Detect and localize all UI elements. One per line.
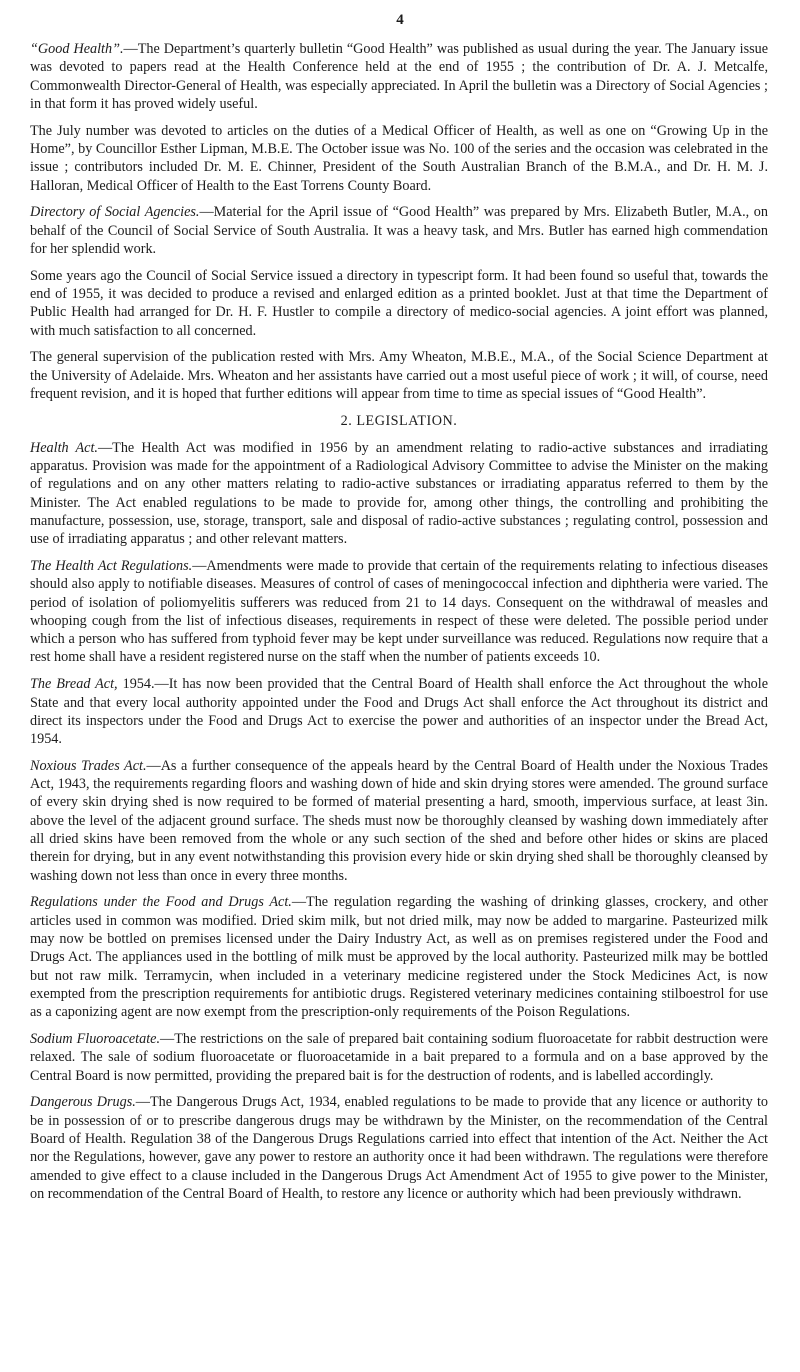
paragraph-text: 1954.—It has now been provided that the Central Board of Health shall enforce the Act throughout the whole State and that every local authority appointed under the Food and Drugs Act shall enforce the Act throughout its district and direct its inspectors under the Food and Drugs Act to exercise the power and authorities of an inspector under the Bread Act, 1954.: [30, 676, 769, 748]
paragraph-text: —The Department’s quarterly bulletin “Good Health” was published as usual during the year. The January issue was devoted to papers read at the Health Conference held at the end of 1955 ; the contribution of Dr. A. J. Metcalfe, Commonwealth Director-General of Health, was especially appreciated. In April the bulletin was a Directory of Social Agencies ; in that form it has proved widely useful.: [30, 41, 769, 112]
paragraph-supervision: [30, 348, 768, 403]
paragraph-text: —As a further consequence of the appeals heard by the Central Board of Health under the Noxious Trades Act, 1943, the requirements regarding floors and washing down of hide and skin drying stores were amended. The ground surface of every skin drying shed is now required to be formed of material presenting a hard, smooth, impervious surface, at least 3in. above the level of the adjacent ground surface. The sheds must now be thoroughly cleansed by washing down immediately after all dried skins have been removed from the whole or any such section of the shed and before other hides or skins are placed therein for drying, but in any event notwithstanding this provision every hide or skin drying shed shall be thoroughly cleansed by washing down not less than once in every three months.: [30, 757, 768, 884]
paragraph-noxious-trades: [30, 757, 768, 885]
paragraph-text: The July number was devoted to articles on the duties of a Medical Officer of Health, as well as one on “Growing Up in the Home”, by Councillor Esther Lipman, M.B.E. The October issue was No. 100 of the series and the occasion was celebrated in the issue ; contributors included Dr. M. E. Chinner, President of the South Australian Branch of the B.M.A., and Dr. H. M. J. Halloran, Medical Officer of Health to the East Torrens County Board.: [30, 122, 768, 194]
paragraph-text: —The Health Act was modified in 1956 by an amendment relating to radio-active substances and irradiating apparatus. Provision was made for the appointment of a Radiological Advisory Committee to advise the Minister on the making of regulations and on any other matters relating to radio-active substances or irradiating apparatus referred to them by the Minister. The Act enabled regulations to be made to provide for, among other things, the controlling and prohibiting the manufacture, possession, use, storage, transport, sale and disposal of radio-active substances ; regulating control, possession and use of irradiating apparatus ; and other relevant matters.: [30, 439, 769, 548]
paragraph-lead: Sodium Fluoroacetate.: [30, 1031, 160, 1048]
paragraph-text: —Material for the April issue of “Good Health” was prepared by Mrs. Elizabeth Butler, M.A., on behalf of the Council of Social Service of South Australia. It was a heavy task, and Mrs. Butler has earned high commendation for her splendid work.: [30, 204, 768, 257]
paragraph-sodium-fluoroacetate: [30, 1030, 768, 1085]
paragraph-directory: [30, 203, 768, 258]
paragraph-text: Some years ago the Council of Social Service issued a directory in typescript form. It had been found so useful that, towards the end of 1955, it was decided to produce a revised and enlarged edition as a printed booklet. Just at that time the Department of Public Health had arranged for Dr. H. F. Hustler to compile a directory of medico-social agencies. A joint effort was planned, with much satisfaction to all concerned.: [30, 267, 768, 339]
section-heading-legislation: 2. LEGISLATION.: [340, 412, 458, 429]
paragraph-health-act: [30, 439, 768, 549]
paragraph-lead: The Bread Act,: [30, 676, 118, 693]
paragraph-dangerous-drugs: [30, 1093, 768, 1203]
paragraph-text: —The restrictions on the sale of prepared bait containing sodium fluoroacetate for rabbit destruction were relaxed. The sale of sodium fluoroacetate or fluoroacetamide in a bait prepared to a formula and on a base approved by the Central Board is now permitted, providing the prepared bait is for the destruction of rodents, and is labelled accordingly.: [30, 1031, 768, 1084]
paragraph-health-act-regulations: [30, 557, 768, 667]
paragraph-lead: Health Act.: [30, 439, 98, 456]
paragraph-good-health: [30, 40, 768, 113]
paragraph-lead: Noxious Trades Act.: [30, 757, 147, 774]
page-number: 4: [396, 12, 404, 28]
paragraph-text: The general supervision of the publication rested with Mrs. Amy Wheaton, M.B.E., M.A., of the Social Science Department at the University of Adelaide. Mrs. Wheaton and her assistants have carried out a most useful piece of work ; it will, of course, need frequent revision, and it is hoped that further editions will appear from time to time as special issues of “Good Health”.: [30, 349, 768, 403]
paragraph-lead: Regulations under the Food and Drugs Act.: [30, 894, 292, 911]
paragraph-text: —The regulation regarding the washing of drinking glasses, crockery, and other articles used in common was modified. Dried skim milk, but not dried milk, may now be added to margarine. Pasteurized milk may now be bottled on premises licensed under the Dairy Industry Act, as well as on premises registered under the Food and Drugs Act. The appliances used in the bottling of milk must be approved by the local authority. Pasteurized milk may be bottled but not raw milk. Terramycin, when included in a veterinary medicine registered under the Stock Medicines Act, is now exempted from the prescription requirements for antibiotic drugs. Registered veterinary medicines containing stilboestrol for use as a caponizing agent are now exempt from the prescription-only requirements of the Poison Regulations.: [30, 894, 768, 1021]
paragraph-text: —Amendments were made to provide that certain of the requirements relating to infectious diseases should also apply to notifiable diseases. Measures of control of cases of meningococcal infection and diphtheria were varied. The period of isolation of poliomyelitis sufferers was reduced from 21 to 14 days. Consequent on the withdrawal of measles and whooping cough from the list of infectious diseases, requirements in respect of these were deleted. The possible period under which a person who has suffered from typhoid fever may be kept under surveillance was reduced. Regulations now require that a rest home shall have a resident registered nurse on the staff when the number of patients exceeds 10.: [30, 557, 769, 666]
paragraph-text: —The Dangerous Drugs Act, 1934, enabled regulations to be made to provide that any licence or authority to be in possession of or to prescribe dangerous drugs may be withdrawn by the Minister, on the recommendation of the Central Board of Health. Regulation 38 of the Dangerous Drugs Regulations carried into effect that intention of the Act. Neither the Act nor the Regulations, however, gave any power to restore an authority once it had been withdrawn. The regulations were therefore amended to give effect to a clause included in the Dangerous Drugs Act Amendment Act of 1955 to give power to the Minister, on recommendation of the Central Board of Health, to restore any licence or authority which had been previously withdrawn.: [30, 1094, 768, 1202]
paragraph-food-drugs: [30, 893, 768, 1021]
paragraph-july-number: [30, 122, 768, 195]
paragraph-bread-act: [30, 675, 768, 748]
paragraph-council-directory: [30, 267, 768, 340]
paragraph-lead: Directory of Social Agencies.: [30, 204, 200, 221]
document-body: [30, 40, 768, 1212]
paragraph-lead: The Health Act Regulations.: [30, 557, 193, 574]
paragraph-lead: Dangerous Drugs.: [30, 1094, 136, 1111]
paragraph-lead: “Good Health”.: [30, 41, 124, 57]
